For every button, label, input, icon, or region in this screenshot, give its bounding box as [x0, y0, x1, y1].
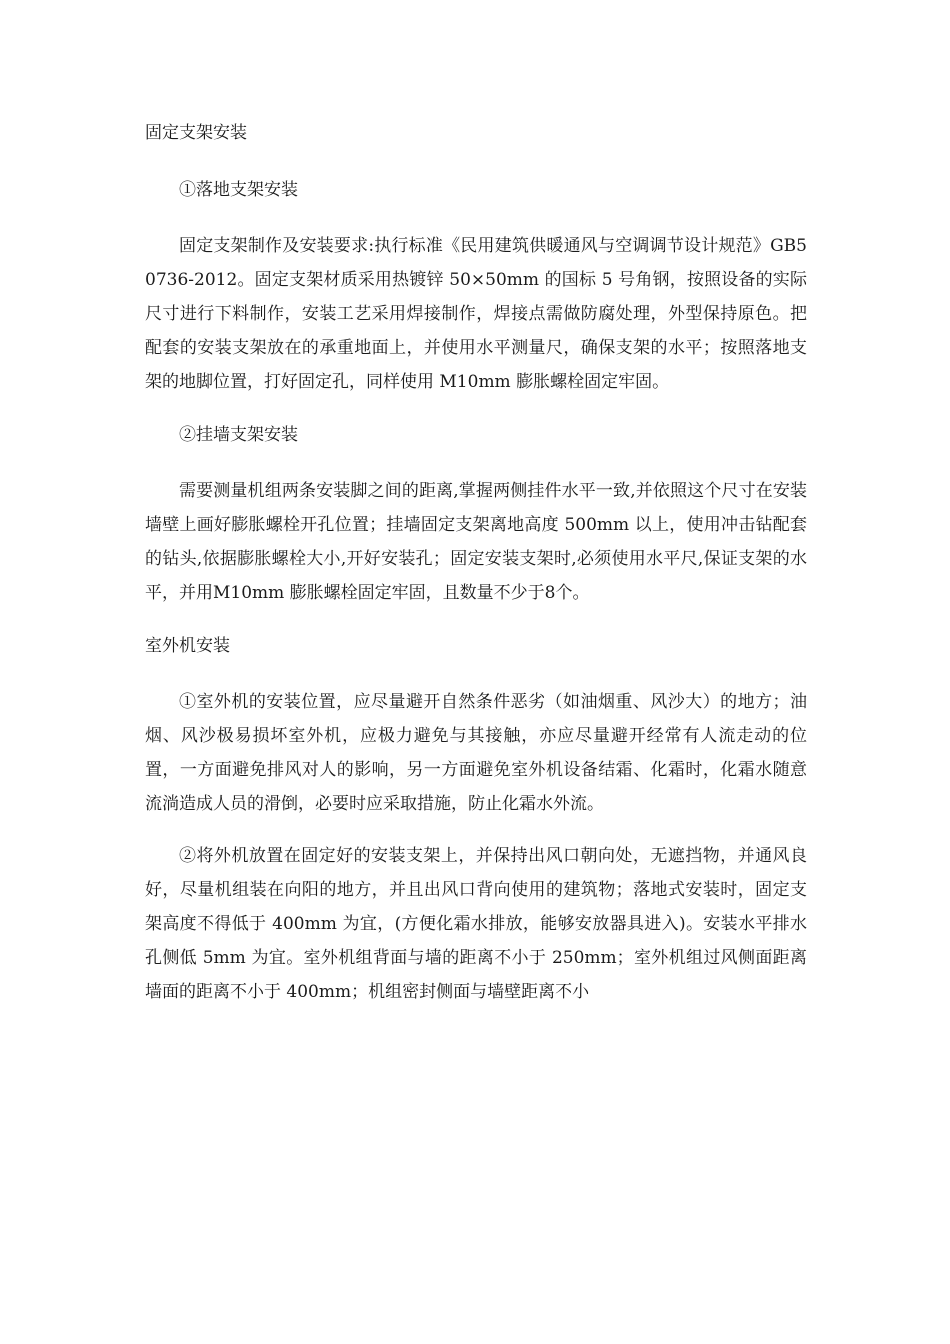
paragraph-outdoor-location: ①室外机的安装位置，应尽量避开自然条件恶劣（如油烟重、风沙大）的地方；油烟、风沙极易损坏室外机，应极力避免与其接触，亦应尽量避开经常有人流走动的位置，一方面避免排风对人的影响，另一方面避免室外机设备结霜、化霜时，化霜水随意流淌造成人员的滑倒，必要时应采取措施，防止化霜水外流。	[145, 692, 807, 814]
document-page	[145, 115, 807, 1027]
subsection-title-floor-bracket: ①落地支架安装	[179, 180, 298, 200]
section-title-bracket-install: 固定支架安装	[145, 123, 247, 143]
paragraph-wall-bracket: 需要测量机组两条安装脚之间的距离,掌握两侧挂件水平一致,并依照这个尺寸在安装墙壁上画好膨胀螺栓开孔位置；挂墙固定支架离地高度 500mm 以上，使用冲击钻配套的钻头,依据膨胀螺栓大小,开好安装孔；固定安装支架时,必须使用水平尺,保证支架的水平，并用M10mm 膨胀螺栓固定牢固，且数量不少于8个。	[145, 481, 807, 603]
paragraph-outdoor-placement: ②将外机放置在固定好的安装支架上，并保持出风口朝向处，无遮挡物，并通风良好，尽量机组装在向阳的地方，并且出风口背向使用的建筑物；落地式安装时，固定支架高度不得低于 400mm 为宜，(方便化霜水排放，能够安放器具进入)。安装水平排水孔侧低 5mm 为宜。室外机组背面与墙的距离不小于 250mm；室外机组过风侧面距离墙面的距离不小于 400mm；机组密封侧面与墙壁距离不小	[145, 846, 807, 1002]
subsection-title-wall-bracket: ②挂墙支架安装	[179, 425, 298, 445]
section-title-outdoor-unit: 室外机安装	[145, 636, 230, 656]
paragraph-floor-bracket: 固定支架制作及安装要求:执行标准《民用建筑供暖通风与空调调节设计规范》GB50736-2012。固定支架材质采用热镀锌 50×50mm 的国标 5 号角钢，按照设备的实际尺寸进行下料制作，安装工艺采用焊接制作，焊接点需做防腐处理，外型保持原色。把配套的安装支架放在的承重地面上，并使用水平测量尺，确保支架的水平；按照落地支架的地脚位置，打好固定孔，同样使用 M10mm 膨胀螺栓固定牢固。	[145, 236, 807, 392]
